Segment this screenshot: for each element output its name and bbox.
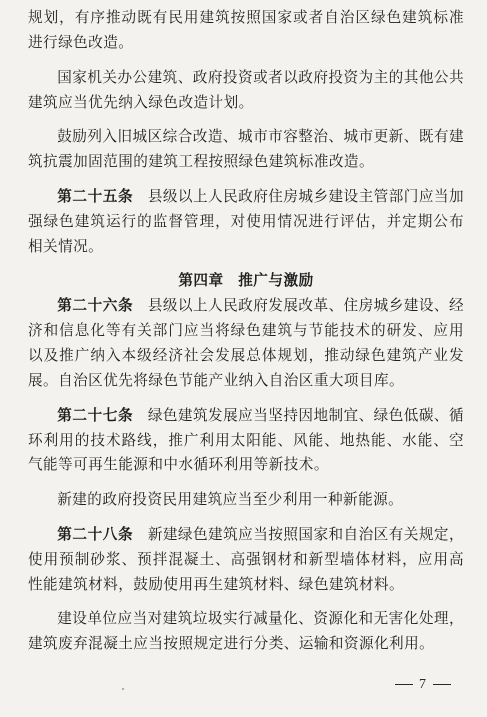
chapter-title: 推广与激励	[238, 272, 314, 290]
paragraph-construction-waste	[28, 607, 464, 657]
paragraph-text: 鼓励列入旧城区综合改造、城市市容整治、城市更新、既有建筑抗震加固范围的建筑工程按照绿色建筑标准改造。	[28, 128, 464, 171]
paragraph-text: 新建的政府投资民用建筑应当至少利用一种新能源。	[57, 491, 404, 509]
article-label: 第二十六条	[57, 297, 134, 315]
page-number-dash-right	[433, 684, 451, 685]
scan-speck	[122, 688, 124, 690]
article-28	[28, 523, 464, 598]
page-body	[28, 6, 464, 657]
article-label: 第二十七条	[57, 406, 134, 424]
article-label: 第二十八条	[57, 525, 134, 543]
paragraph-new-energy	[28, 488, 464, 513]
article-27	[28, 404, 464, 479]
paragraph-text: 建设单位应当对建筑垃圾实行减量化、资源化和无害化处理，建筑废弃混凝土应当按照规定进行分类、运输和资源化利用。	[28, 610, 464, 653]
article-label: 第二十五条	[57, 187, 134, 205]
paragraph-continuation	[28, 6, 464, 56]
chapter-number: 第四章	[178, 272, 224, 290]
article-26	[28, 294, 464, 394]
paragraph-government-buildings	[28, 66, 464, 116]
article-25	[28, 185, 464, 260]
page-number: 7	[419, 677, 427, 692]
chapter-heading	[28, 269, 464, 294]
paragraph-text: 县级以上人民政府发展改革、住房城乡建设、经济和信息化等有关部门应当将绿色建筑与节能技术的研发、应用以及推广纳入本级经济社会发展总体规划，推动绿色建筑产业发展。自治区优先将绿色节能产业纳入自治区重大项目库。	[28, 297, 464, 389]
page-number-footer	[389, 677, 457, 693]
paragraph-text: 县级以上人民政府住房城乡建设主管部门应当加强绿色建筑运行的监督管理，对使用情况进行评估，并定期公布相关情况。	[28, 187, 464, 255]
paragraph-text: 新建绿色建筑应当按照国家和自治区有关规定，使用预制砂浆、预拌混凝土、高强钢材和新型墙体材料，应用高性能建筑材料，鼓励使用再生建筑材料、绿色建筑材料。	[28, 525, 464, 593]
paragraph-old-city-renovation	[28, 125, 464, 175]
paragraph-text: 规划，有序推动既有民用建筑按照国家或者自治区绿色建筑标准进行绿色改造。	[28, 9, 464, 51]
page-number-dash-left	[395, 684, 413, 685]
paragraph-text: 国家机关办公建筑、政府投资或者以政府投资为主的其他公共建筑应当优先纳入绿色改造计划。	[28, 68, 464, 111]
paragraph-text: 绿色建筑发展应当坚持因地制宜、绿色低碳、循环利用的技术路线，推广利用太阳能、风能、地热能、水能、空气能等可再生能源和中水循环利用等新技术。	[28, 406, 464, 474]
